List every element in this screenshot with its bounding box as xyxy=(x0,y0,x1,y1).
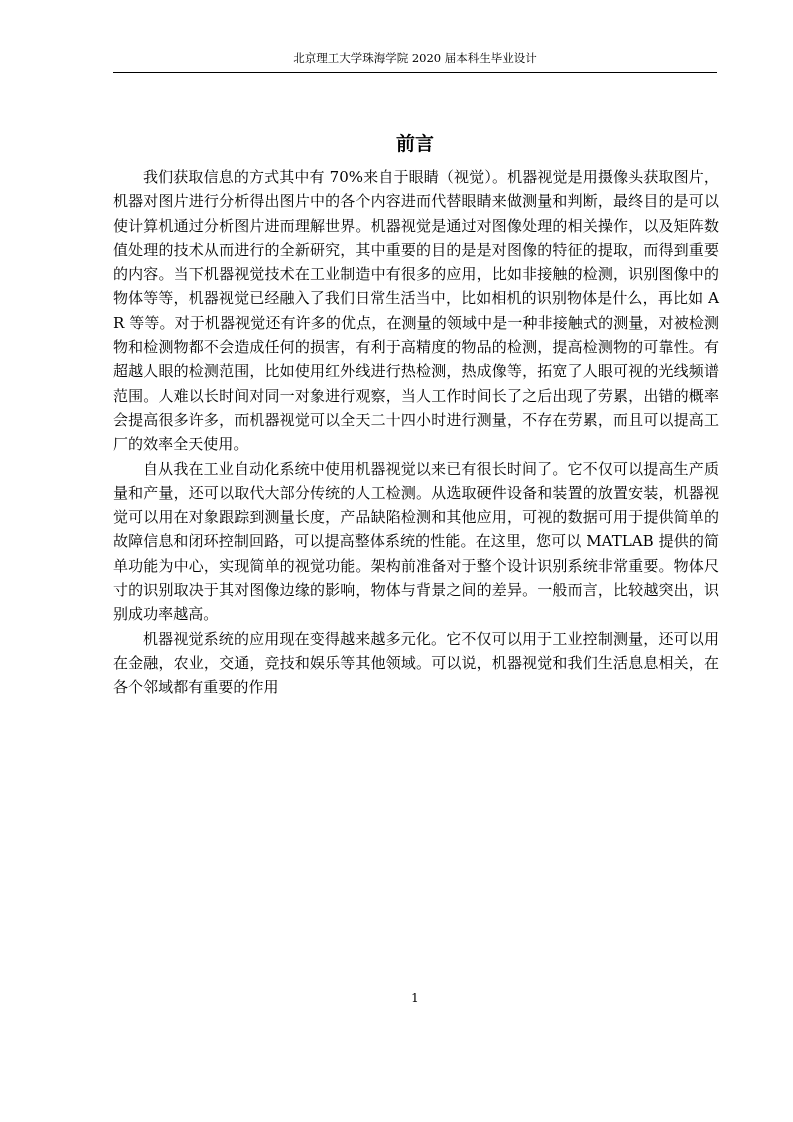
paragraph-3: 机器视觉系统的应用现在变得越来越多元化。它不仅可以用于工业控制测量，还可以用在金融，农业，交通，竞技和娱乐等其他领域。可以说，机器视觉和我们生活息息相关，在各个邻域都有重要的作用 xyxy=(113,629,719,697)
running-header: 北京理工大学珠海学院 2020 届本科生毕业设计 xyxy=(293,51,537,65)
paragraph-1: 我们获取信息的方式其中有 70%来自于眼睛（视觉）。机器视觉是用摄像头获取图片，机器对图片进行分析得出图片中的各个内容进而代替眼睛来做测量和判断，最终目的是可以使计算机通过分析图片进而理解世界。机器视觉是通过对图像处理的相关操作，以及矩阵数值处理的技术从而进行的全新研究，其中重要的目的是是对图像的特征的提取，而得到重要的内容。当下机器视觉技术在工业制造中有很多的应用，比如非接触的检测，识别图像中的物体等等，机器视觉已经融入了我们日常生活当中，比如相机的识别物体是什么，再比如 AR 等等。对于机器视觉还有许多的优点，在测量的领域中是一种非接触式的测量，对被检测物和检测物都不会造成任何的损害，有利于高精度的物品的检测，提高检测物的可靠性。有超越人眼的检测范围，比如使用红外线进行热检测，热成像等，拓宽了人眼可视的光线频谱范围。人难以长时间对同一对象进行观察，当人工作时间长了之后出现了劳累，出错的概率会提高很多许多，而机器视觉可以全天二十四小时进行测量，不存在劳累，而且可以提高工厂的效率全天使用。 xyxy=(113,168,719,454)
body-text xyxy=(113,165,719,700)
paragraph-2: 自从我在工业自动化系统中使用机器视觉以来已有很长时间了。它不仅可以提高生产质量和产量，还可以取代大部分传统的人工检测。从选取硬件设备和装置的放置安装，机器视觉可以用在对象跟踪到测量长度，产品缺陷检测和其他应用，可视的数据可用于提供简单的故障信息和闭环控制回路，可以提高整体系统的性能。在这里，您可以 MATLAB 提供的简单功能为中心，实现简单的视觉功能。架构前准备对于整个设计识别系统非常重要。物体尺寸的识别取决于其对图像边缘的影响，物体与背景之间的差异。一般而言，比较越突出，识别成功率越高。 xyxy=(113,459,719,624)
page-number: 1 xyxy=(411,991,419,1005)
header-rule xyxy=(113,72,717,73)
section-title: 前言 xyxy=(395,133,434,155)
